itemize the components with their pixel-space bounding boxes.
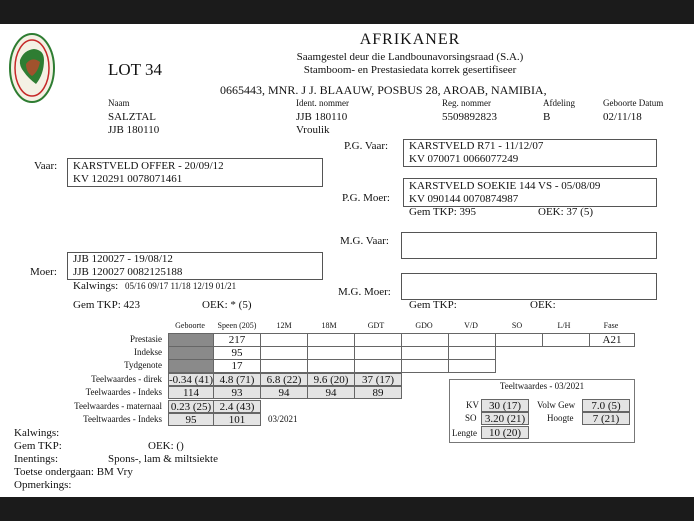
row-label-tw-indeks: Teelwaardes - Indeks <box>85 387 162 397</box>
cell-vd-r3 <box>448 359 496 373</box>
cell-direk-12m: 6.8 (22) <box>260 373 308 386</box>
pg-moer-tkp: Gem TKP: 395 <box>409 206 477 218</box>
label-ident: Ident. nommer <box>296 98 349 108</box>
mg-vaar-label: M.G. Vaar: <box>340 235 389 247</box>
moer-oek: OEK: * (5) <box>202 299 252 311</box>
cell-vd-r2 <box>448 346 496 360</box>
moer-line2: JJB 120027 0082125188 <box>73 266 183 278</box>
side-lengte-value: 10 (20) <box>481 426 529 439</box>
cell-geb-indekse <box>168 346 214 360</box>
cell-12m-r2 <box>260 346 308 360</box>
row-label-tw-direk: Teelwaardes - direk <box>91 374 162 384</box>
col-header-geboorte: Geboorte <box>175 321 205 330</box>
top-band <box>0 0 694 24</box>
cell-12m-r1 <box>260 333 308 347</box>
animal-name2: JJB 180110 <box>108 124 160 136</box>
cell-geb-prestasie <box>168 333 214 347</box>
mg-moer-box <box>401 273 657 300</box>
row-label-prestasie: Prestasie <box>130 334 162 344</box>
col-header-speen: Speen (205) <box>217 321 257 330</box>
cell-indeks-18m: 94 <box>307 386 355 399</box>
perf-date: 03/2021 <box>268 414 298 424</box>
cell-direk-speen: 4.8 (71) <box>213 373 261 386</box>
cell-indeks-geboorte: 114 <box>168 386 214 399</box>
mg-moer-label: M.G. Moer: <box>338 286 391 298</box>
breeder-address: 0665443, MNR. J J. BLAAUW, POSBUS 28, AROAB, NAMIBIA, <box>220 83 547 97</box>
col-header-gdt: GDT <box>367 321 385 330</box>
moer-kalwings-dates: 05/16 09/17 11/18 12/19 01/21 <box>125 281 237 291</box>
cell-vd-r1 <box>448 333 496 347</box>
col-header-lh: L/H <box>557 321 571 330</box>
pg-vaar-box <box>403 139 657 167</box>
col-header-fase: Fase <box>603 321 619 330</box>
pg-vaar-label: P.G. Vaar: <box>344 140 389 152</box>
cell-indeks2-geboorte: 95 <box>168 413 214 426</box>
cell-speen-prestasie: 217 <box>213 333 261 347</box>
col-header-12m: 12M <box>276 321 292 330</box>
cell-maternaal-speen: 2.4 (43) <box>213 400 261 413</box>
vaar-label: Vaar: <box>34 160 58 172</box>
pg-vaar-line1: KARSTVELD R71 - 11/12/07 <box>409 140 544 152</box>
side-kv-value: 30 (17) <box>481 399 529 412</box>
label-naam: Naam <box>108 98 130 108</box>
cell-speen-tydgenote: 17 <box>213 359 261 373</box>
moer-box <box>67 252 323 280</box>
header-line2: Stamboom- en Prestasiedata korrek gesertifiseer <box>303 64 517 76</box>
col-header-gdo: GDO <box>415 321 433 330</box>
moer-line1: JJB 120027 - 19/08/12 <box>73 253 173 265</box>
animal-sex: Vroulik <box>296 124 330 136</box>
footer-toetse: Toetse ondergaan: BM Vry <box>14 466 133 478</box>
row-label-tw-indeks2: Teeltwaardes - Indeks <box>83 414 162 424</box>
cell-fase: A21 <box>589 333 635 347</box>
vaar-line1: KARSTVELD OFFER - 20/09/12 <box>73 160 224 172</box>
moer-label: Moer: <box>30 266 57 278</box>
header-line1: Saamgestel deur die Landbounavorsingsraad (S.A.) <box>296 51 524 63</box>
mg-moer-tkp: Gem TKP: <box>409 299 457 311</box>
page-title: AFRIKANER <box>359 31 461 48</box>
row-label-tydgenote: Tydgenote <box>124 360 162 370</box>
cell-indeks-12m: 94 <box>260 386 308 399</box>
cell-indeks-gdt: 89 <box>354 386 402 399</box>
side-title: Teeltwaardes - 03/2021 <box>499 381 585 391</box>
cell-12m-r3 <box>260 359 308 373</box>
side-kv-label: KV <box>466 400 479 410</box>
side-lengte-label: Lengte <box>452 428 477 438</box>
cell-speen-indekse: 95 <box>213 346 261 360</box>
cell-lh-r1 <box>542 333 590 347</box>
side-hoogte-label: Hoogte <box>547 413 574 423</box>
footer-gem-tkp: Gem TKP: <box>14 440 62 452</box>
pg-moer-box <box>403 178 657 207</box>
side-so-value: 3.20 (21) <box>481 412 529 425</box>
side-volw-label: Volw Gew <box>537 400 576 410</box>
moer-tkp: Gem TKP: 423 <box>73 299 141 311</box>
cell-so-r1 <box>495 333 543 347</box>
cell-indeks2-speen: 101 <box>213 413 261 426</box>
footer-inentings: Spons-, lam & miltsiekte <box>108 453 218 465</box>
bottom-band <box>0 497 694 521</box>
cell-direk-gdt: 37 (17) <box>354 373 402 386</box>
cell-gdo-r3 <box>401 359 449 373</box>
side-so-label: SO <box>465 413 477 423</box>
pg-moer-line2: KV 090144 0070874987 <box>409 193 519 205</box>
mg-moer-oek: OEK: <box>530 299 556 311</box>
animal-afdeling: B <box>543 111 551 123</box>
pg-moer-oek: OEK: 37 (5) <box>538 206 593 218</box>
footer-kalwings: Kalwings: <box>14 427 60 439</box>
cell-18m-r1 <box>307 333 355 347</box>
side-hoogte-value: 7 (21) <box>582 412 630 425</box>
col-header-vd: V/D <box>464 321 478 330</box>
footer-inentings-label: Inentings: <box>14 453 58 465</box>
animal-ident: JJB 180110 <box>296 111 348 123</box>
cell-gdt-r1 <box>354 333 402 347</box>
animal-birthdate: 02/11/18 <box>603 111 642 123</box>
cell-gdt-r3 <box>354 359 402 373</box>
pg-moer-line1: KARSTVELD SOEKIE 144 VS - 05/08/09 <box>409 180 601 192</box>
label-reg: Reg. nommer <box>442 98 491 108</box>
cell-18m-r2 <box>307 346 355 360</box>
row-label-indekse: Indekse <box>134 347 162 357</box>
cell-direk-18m: 9.6 (20) <box>307 373 355 386</box>
col-header-so: SO <box>511 321 523 330</box>
cell-gdo-r2 <box>401 346 449 360</box>
animal-name: SALZTAL <box>108 111 157 123</box>
footer-oek: OEK: () <box>148 440 184 452</box>
label-geboorte: Geboorte Datum <box>603 98 664 108</box>
cell-geb-tydgenote <box>168 359 214 373</box>
pg-vaar-line2: KV 070071 0066077249 <box>409 153 519 165</box>
pg-moer-label: P.G. Moer: <box>342 192 390 204</box>
cell-18m-r3 <box>307 359 355 373</box>
side-volw-value: 7.0 (5) <box>582 399 630 412</box>
vaar-line2: KV 120291 0078071461 <box>73 173 183 185</box>
footer-opmerkings: Opmerkings: <box>14 479 72 491</box>
cell-gdo-r1 <box>401 333 449 347</box>
cell-direk-geboorte: -0.34 (41) <box>169 374 213 386</box>
cell-gdt-r2 <box>354 346 402 360</box>
moer-kalwings-label: Kalwings: <box>73 280 119 292</box>
animal-reg: 5509892823 <box>442 111 497 123</box>
row-label-tw-maternaal: Teelwaardes - maternaal <box>74 401 162 411</box>
col-header-18m: 18M <box>321 321 337 330</box>
vaar-box <box>67 158 323 187</box>
cell-indeks-speen: 93 <box>213 386 261 399</box>
mg-vaar-box <box>401 232 657 259</box>
cell-maternaal-geboorte: 0.23 (25) <box>168 400 214 413</box>
lot-number: LOT 34 <box>108 60 162 79</box>
label-afdeling: Afdeling <box>543 98 575 108</box>
